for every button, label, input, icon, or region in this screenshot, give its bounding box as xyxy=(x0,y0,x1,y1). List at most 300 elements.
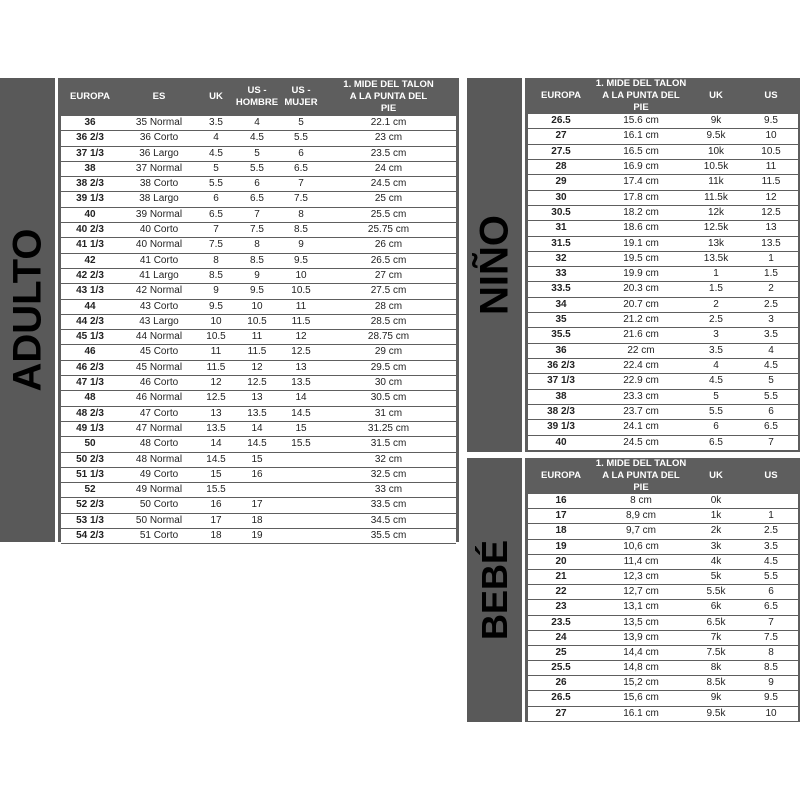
nino-cell: 35.5 xyxy=(551,329,571,341)
nino-cell: 17.4 cm xyxy=(623,176,659,188)
nino-cell: 6 xyxy=(768,405,774,417)
nino-cell: 16.5 cm xyxy=(623,145,659,157)
bebe-cell: 19 xyxy=(555,540,567,552)
nino-cell: 9.5k xyxy=(706,130,726,142)
bebe-cell xyxy=(744,494,798,508)
nino-cell: 3.5 xyxy=(764,329,778,341)
bebe-cell: 16 xyxy=(555,495,567,506)
nino-cell: 35 xyxy=(555,314,567,326)
adulto-cell: 10.5 xyxy=(206,331,226,343)
adulto-cell: 26.5 cm xyxy=(370,254,407,266)
bebe-cell: 3.5 xyxy=(764,540,778,552)
bebe-table-row xyxy=(528,570,798,585)
bebe-cell: 5k xyxy=(710,570,722,582)
nino-cell: 11 xyxy=(765,160,777,172)
nino-cell: 4 xyxy=(713,360,719,371)
bebe-table-row xyxy=(528,540,798,555)
adulto-cell: 50 2/3 xyxy=(76,453,104,465)
adulto-cell: 41 Corto xyxy=(139,254,179,266)
adulto-cell: 10.5 xyxy=(247,315,267,327)
bebe-table-row xyxy=(528,646,798,661)
adulto-cell: 54 2/3 xyxy=(76,530,104,542)
adulto-cell: 8 xyxy=(213,254,219,266)
nino-table xyxy=(525,78,800,452)
nino-cell: 1.5 xyxy=(764,268,778,280)
adulto-cell: 9 xyxy=(254,269,260,281)
adulto-cell: 14.5 xyxy=(291,407,311,419)
adulto-side-bar xyxy=(0,78,55,542)
adulto-cell xyxy=(281,498,321,512)
nino-table-row xyxy=(528,390,798,405)
adulto-cell: 38 xyxy=(84,162,96,174)
nino-cell: 19.5 cm xyxy=(623,252,659,264)
nino-cell: 34 xyxy=(555,298,567,310)
nino-table-row xyxy=(528,359,798,374)
adulto-cell: 40 Corto xyxy=(139,224,179,236)
adulto-cell: 13.5 xyxy=(206,422,226,434)
bebe-cell: 23.5 xyxy=(551,616,571,628)
nino-table-row xyxy=(528,191,798,206)
nino-cell: 5 xyxy=(768,375,774,387)
adulto-cell: 14 xyxy=(251,422,263,434)
adulto-cell: 28.5 cm xyxy=(370,315,407,327)
adulto-cell: 12.5 xyxy=(291,346,311,358)
adulto-cell: 46 xyxy=(84,346,96,358)
nino-cell: 32 xyxy=(555,252,567,264)
adulto-cell: 13.5 xyxy=(247,407,267,419)
bebe-header-cell: 1. MIDE DEL TALON A LA PUNTA DEL PIE xyxy=(595,458,687,493)
nino-cell: 27.5 xyxy=(551,145,571,157)
adulto-cell: 11.5 xyxy=(206,361,226,373)
adulto-cell: 13.5 xyxy=(291,377,311,389)
bebe-cell: 15,2 cm xyxy=(623,677,659,689)
nino-table-row xyxy=(528,313,798,328)
adulto-cell: 15 xyxy=(210,468,222,480)
adulto-table-row xyxy=(61,162,456,177)
adulto-cell: 30 cm xyxy=(374,377,403,389)
nino-cell: 22 cm xyxy=(627,344,655,356)
nino-side-bar xyxy=(467,78,522,452)
bebe-cell: 23 xyxy=(555,601,567,613)
bebe-cell: 9.5k xyxy=(706,707,726,719)
adulto-cell: 6 xyxy=(298,147,304,159)
nino-table-row xyxy=(528,145,798,160)
adulto-cell: 8.5 xyxy=(250,254,264,266)
adulto-cell xyxy=(281,453,321,467)
adulto-cell: 42 2/3 xyxy=(76,269,104,281)
adulto-cell: 23 cm xyxy=(374,132,403,144)
adulto-cell: 38 Corto xyxy=(139,178,179,190)
adulto-cell: 6 xyxy=(213,193,219,205)
adulto-cell: 48 2/3 xyxy=(76,407,104,419)
adulto-table-row xyxy=(61,208,456,223)
adulto-cell: 46 Corto xyxy=(139,377,179,389)
bebe-label: BEBÉ xyxy=(473,539,515,641)
bebe-cell: 11,4 cm xyxy=(623,555,659,567)
adulto-cell: 32.5 cm xyxy=(370,468,407,480)
adulto-cell: 28 cm xyxy=(374,300,403,312)
nino-cell: 1 xyxy=(768,252,774,264)
adulto-cell: 3.5 xyxy=(209,117,223,128)
adulto-cell: 48 Corto xyxy=(139,438,179,450)
adulto-cell: 46 2/3 xyxy=(76,361,104,373)
nino-cell: 10 xyxy=(765,130,777,142)
nino-table-row xyxy=(528,374,798,389)
adulto-cell: 40 2/3 xyxy=(76,224,104,236)
adulto-cell: 25.5 cm xyxy=(370,208,407,220)
adulto-cell: 8.5 xyxy=(209,269,223,281)
adulto-table-row xyxy=(61,529,456,544)
adulto-cell: 24 cm xyxy=(374,162,403,174)
adulto-cell: 37 1/3 xyxy=(76,147,104,159)
adulto-cell: 17 xyxy=(210,514,222,526)
adulto-table-row xyxy=(61,284,456,299)
nino-cell: 22.4 cm xyxy=(623,360,659,371)
bebe-cell: 12,3 cm xyxy=(623,570,659,582)
bebe-cell: 12,7 cm xyxy=(623,586,659,598)
adulto-cell: 11 xyxy=(251,331,263,343)
adulto-table-row xyxy=(61,177,456,192)
adulto-cell: 15.5 xyxy=(206,484,226,496)
adulto-cell: 31.5 cm xyxy=(370,438,407,450)
adulto-cell: 8.5 xyxy=(294,224,308,236)
nino-header-cell: 1. MIDE DEL TALON A LA PUNTA DEL PIE xyxy=(595,78,687,113)
bebe-header-cell: UK xyxy=(709,470,723,481)
adulto-table-row xyxy=(61,391,456,406)
nino-cell: 6.5 xyxy=(709,436,723,448)
adulto-cell: 14.5 xyxy=(206,453,226,465)
nino-cell: 9k xyxy=(710,115,722,126)
nino-label: NIÑO xyxy=(472,215,516,315)
adulto-table-row xyxy=(61,437,456,452)
adulto-header-cell: EUROPA xyxy=(70,91,110,102)
bebe-table-row xyxy=(528,585,798,600)
bebe-table-row xyxy=(528,616,798,631)
adulto-cell: 7.5 xyxy=(294,193,308,205)
bebe-cell: 6.5k xyxy=(706,616,726,628)
adulto-cell: 4 xyxy=(254,117,260,128)
nino-cell: 4.5 xyxy=(764,360,778,371)
bebe-cell: 14,8 cm xyxy=(623,662,659,674)
bebe-cell: 8k xyxy=(710,662,722,674)
nino-cell: 37 1/3 xyxy=(547,375,575,387)
adulto-cell: 15 xyxy=(251,453,263,465)
adulto-cell: 31 cm xyxy=(374,407,403,419)
nino-cell: 33 xyxy=(555,268,567,280)
adulto-cell: 11 xyxy=(210,346,222,358)
adulto-cell: 7.5 xyxy=(250,224,264,236)
adulto-cell: 47 Normal xyxy=(135,422,183,434)
adulto-cell: 9 xyxy=(213,285,219,297)
bebe-cell: 20 xyxy=(555,555,567,567)
adulto-cell: 11.5 xyxy=(247,346,267,358)
adulto-cell: 10 xyxy=(210,315,222,327)
bebe-header-cell: EUROPA xyxy=(541,470,581,481)
adulto-table-row xyxy=(61,192,456,207)
nino-cell: 31 xyxy=(555,222,567,234)
bebe-table-row xyxy=(528,707,798,722)
bebe-cell: 5.5k xyxy=(706,586,726,598)
adulto-cell xyxy=(281,468,321,482)
adulto-table-row xyxy=(61,315,456,330)
adulto-cell: 12.5 xyxy=(206,392,226,404)
bebe-cell: 26.5 xyxy=(551,692,571,704)
adulto-cell: 5.5 xyxy=(250,162,264,174)
adulto-cell: 42 xyxy=(84,254,96,266)
nino-cell: 18.6 cm xyxy=(623,222,659,234)
adulto-cell: 50 Corto xyxy=(139,499,179,511)
bebe-cell: 25 xyxy=(555,646,567,658)
bebe-cell: 1 xyxy=(768,510,774,522)
bebe-cell: 2.5 xyxy=(764,525,778,537)
nino-table-row xyxy=(528,237,798,252)
bebe-cell: 6.5 xyxy=(764,601,778,613)
nino-cell: 31.5 xyxy=(551,237,571,249)
adulto-cell: 27.5 cm xyxy=(370,285,407,297)
nino-cell: 18.2 cm xyxy=(623,206,659,218)
adulto-cell: 14 xyxy=(210,438,222,450)
nino-cell: 5.5 xyxy=(709,405,723,417)
nino-cell: 3 xyxy=(768,314,774,326)
bebe-cell: 3k xyxy=(710,540,722,552)
bebe-cell: 2k xyxy=(710,525,722,537)
adulto-cell: 8 xyxy=(298,208,304,220)
nino-table-row xyxy=(528,221,798,236)
adulto-cell: 10 xyxy=(295,269,307,281)
adulto-cell: 47 Corto xyxy=(139,407,179,419)
adulto-table-row xyxy=(61,147,456,162)
adulto-cell: 5.5 xyxy=(209,178,223,190)
adulto-table-row xyxy=(61,422,456,437)
adulto-cell: 10.5 xyxy=(291,285,311,297)
nino-cell: 1.5 xyxy=(709,283,723,295)
bebe-cell: 6k xyxy=(710,601,722,613)
adulto-cell xyxy=(281,529,321,543)
nino-cell: 20.7 cm xyxy=(623,298,659,310)
nino-cell: 24.1 cm xyxy=(623,421,659,433)
adulto-cell: 11.5 xyxy=(291,315,311,327)
bebe-cell: 13,1 cm xyxy=(623,601,659,613)
adulto-cell: 35.5 cm xyxy=(370,530,407,542)
bebe-cell: 22 xyxy=(555,586,567,598)
adulto-table-row xyxy=(61,254,456,269)
nino-table-row xyxy=(528,267,798,282)
nino-cell: 38 2/3 xyxy=(547,405,575,417)
bebe-cell: 14,4 cm xyxy=(623,646,659,658)
adulto-table-row xyxy=(61,238,456,253)
bebe-cell: 4.5 xyxy=(764,555,778,567)
adulto-cell: 34.5 cm xyxy=(370,514,407,526)
adulto-cell: 49 1/3 xyxy=(76,422,104,434)
nino-table-row xyxy=(528,436,798,451)
adulto-cell xyxy=(281,514,321,528)
adulto-table-row xyxy=(61,345,456,360)
nino-cell: 24.5 cm xyxy=(623,436,659,448)
nino-table-row xyxy=(528,114,798,129)
adulto-cell: 7 xyxy=(298,178,304,190)
adulto-cell: 8 xyxy=(254,239,260,251)
adulto-cell: 52 xyxy=(84,484,96,496)
adulto-cell: 39 1/3 xyxy=(76,193,104,205)
nino-cell: 13k xyxy=(707,237,725,249)
nino-cell: 30 xyxy=(555,191,567,203)
nino-cell: 16.9 cm xyxy=(623,160,659,172)
adulto-cell: 24.5 cm xyxy=(370,178,407,190)
nino-cell: 12.5k xyxy=(703,222,729,234)
nino-cell: 21.2 cm xyxy=(623,314,659,326)
nino-cell: 13.5k xyxy=(703,252,729,264)
bebe-table-row xyxy=(528,555,798,570)
nino-cell: 27 xyxy=(555,130,567,142)
nino-header-cell: EUROPA xyxy=(541,90,581,101)
bebe-cell: 9 xyxy=(768,677,774,689)
bebe-cell: 24 xyxy=(555,631,567,643)
adulto-cell: 25.75 cm xyxy=(367,224,410,236)
adulto-cell: 43 Largo xyxy=(139,315,179,327)
bebe-side-bar xyxy=(467,458,522,722)
bebe-cell: 9.5 xyxy=(764,692,778,704)
adulto-cell: 41 Largo xyxy=(139,269,179,281)
adulto-cell: 4.5 xyxy=(209,147,223,159)
nino-cell: 12 xyxy=(765,191,777,203)
adulto-cell: 36 xyxy=(84,117,96,128)
adulto-cell: 50 Normal xyxy=(135,514,183,526)
nino-table-row xyxy=(528,405,798,420)
nino-cell: 23.7 cm xyxy=(623,405,659,417)
adulto-cell: 4 xyxy=(213,132,219,144)
adulto-cell: 10 xyxy=(251,300,263,312)
nino-cell: 6 xyxy=(713,421,719,433)
nino-cell: 33.5 xyxy=(551,283,571,295)
adulto-cell: 52 2/3 xyxy=(76,499,104,511)
nino-cell: 13.5 xyxy=(761,237,781,249)
adulto-cell: 6.5 xyxy=(209,208,223,220)
adulto-cell: 12 xyxy=(251,361,263,373)
bebe-header xyxy=(525,458,800,494)
adulto-cell: 33 cm xyxy=(374,484,403,496)
adulto-cell: 48 xyxy=(84,392,96,404)
bebe-table-row xyxy=(528,631,798,646)
nino-table-row xyxy=(528,282,798,297)
nino-cell: 19.9 cm xyxy=(623,268,659,280)
nino-cell: 4.5 xyxy=(709,375,723,387)
nino-cell: 11.5 xyxy=(761,176,781,188)
bebe-table-row xyxy=(528,494,798,509)
nino-table-row xyxy=(528,298,798,313)
bebe-cell: 15,6 cm xyxy=(623,692,659,704)
nino-cell: 6.5 xyxy=(764,421,778,433)
adulto-table-row xyxy=(61,453,456,468)
adulto-table-row xyxy=(61,223,456,238)
nino-cell: 30.5 xyxy=(551,206,571,218)
adulto-table-row xyxy=(61,498,456,513)
adulto-cell: 15.5 xyxy=(291,438,311,450)
adulto-cell: 28.75 cm xyxy=(367,331,410,343)
adulto-header-cell: US - MUJER xyxy=(284,85,318,108)
bebe-cell: 8.5 xyxy=(764,662,778,674)
nino-table-row xyxy=(528,420,798,435)
adulto-cell: 23.5 cm xyxy=(370,147,407,159)
adulto-cell: 50 xyxy=(84,438,96,450)
adulto-cell: 6.5 xyxy=(294,162,308,174)
bebe-table-row xyxy=(528,600,798,615)
nino-table-row xyxy=(528,206,798,221)
adulto-header xyxy=(58,78,462,116)
adulto-cell: 19 xyxy=(251,530,263,542)
nino-cell: 21.6 cm xyxy=(623,329,659,341)
adulto-cell: 17 xyxy=(251,499,263,511)
adulto-cell: 49 Corto xyxy=(139,468,179,480)
adulto-cell: 42 Normal xyxy=(135,285,183,297)
bebe-cell: 4k xyxy=(710,555,722,567)
adulto-cell: 4.5 xyxy=(250,132,264,144)
nino-cell: 23.3 cm xyxy=(623,390,659,402)
adulto-cell: 6 xyxy=(254,178,260,190)
adulto-rows xyxy=(61,116,456,544)
adulto-cell: 45 1/3 xyxy=(76,331,104,343)
nino-cell: 29 xyxy=(555,176,567,188)
nino-cell: 9.5 xyxy=(764,115,778,126)
adulto-cell: 9.5 xyxy=(209,300,223,312)
adulto-cell: 32 cm xyxy=(374,453,403,465)
adulto-cell: 9 xyxy=(298,239,304,251)
nino-cell: 36 2/3 xyxy=(547,360,575,371)
bebe-cell: 17 xyxy=(555,510,567,522)
adulto-cell: 36 2/3 xyxy=(76,132,104,144)
adulto-cell: 41 1/3 xyxy=(76,239,104,251)
adulto-cell: 18 xyxy=(251,514,263,526)
adulto-table-row xyxy=(61,300,456,315)
nino-cell: 19.1 cm xyxy=(623,237,659,249)
bebe-cell: 7 xyxy=(768,616,774,628)
adulto-cell: 29.5 cm xyxy=(370,361,407,373)
bebe-cell: 10,6 cm xyxy=(623,540,659,552)
bebe-cell: 7.5 xyxy=(764,631,778,643)
nino-cell: 7 xyxy=(768,436,774,448)
nino-cell: 5.5 xyxy=(764,390,778,402)
adulto-cell: 45 Corto xyxy=(139,346,179,358)
bebe-cell: 8,9 cm xyxy=(625,510,656,522)
nino-cell: 13 xyxy=(765,222,777,234)
nino-cell: 5 xyxy=(713,390,719,402)
adulto-cell: 16 xyxy=(210,499,222,511)
nino-cell: 2 xyxy=(713,298,719,310)
adulto-cell: 14 xyxy=(295,392,307,404)
adulto-table-row xyxy=(61,514,456,529)
nino-table-row xyxy=(528,175,798,190)
bebe-cell: 7.5k xyxy=(706,646,726,658)
adulto-cell: 6.5 xyxy=(250,193,264,205)
nino-cell: 26.5 xyxy=(551,115,571,126)
adulto-cell: 11 xyxy=(295,300,307,312)
nino-cell: 22.9 cm xyxy=(623,375,659,387)
bebe-cell: 9k xyxy=(710,692,722,704)
adulto-cell: 48 Normal xyxy=(135,453,183,465)
adulto-cell: 44 xyxy=(84,300,96,312)
bebe-table-row xyxy=(528,676,798,691)
adulto-cell: 13 xyxy=(295,361,307,373)
bebe-table-row xyxy=(528,509,798,524)
adulto-cell: 43 1/3 xyxy=(76,285,104,297)
nino-header-cell: UK xyxy=(709,90,723,101)
bebe-table-row xyxy=(528,661,798,676)
bebe-cell: 7k xyxy=(710,631,722,643)
bebe-table-row xyxy=(528,524,798,539)
adulto-cell: 43 Corto xyxy=(139,300,179,312)
nino-cell: 3.5 xyxy=(709,344,723,356)
adulto-cell: 5.5 xyxy=(294,132,308,144)
nino-cell: 10.5k xyxy=(703,160,729,172)
